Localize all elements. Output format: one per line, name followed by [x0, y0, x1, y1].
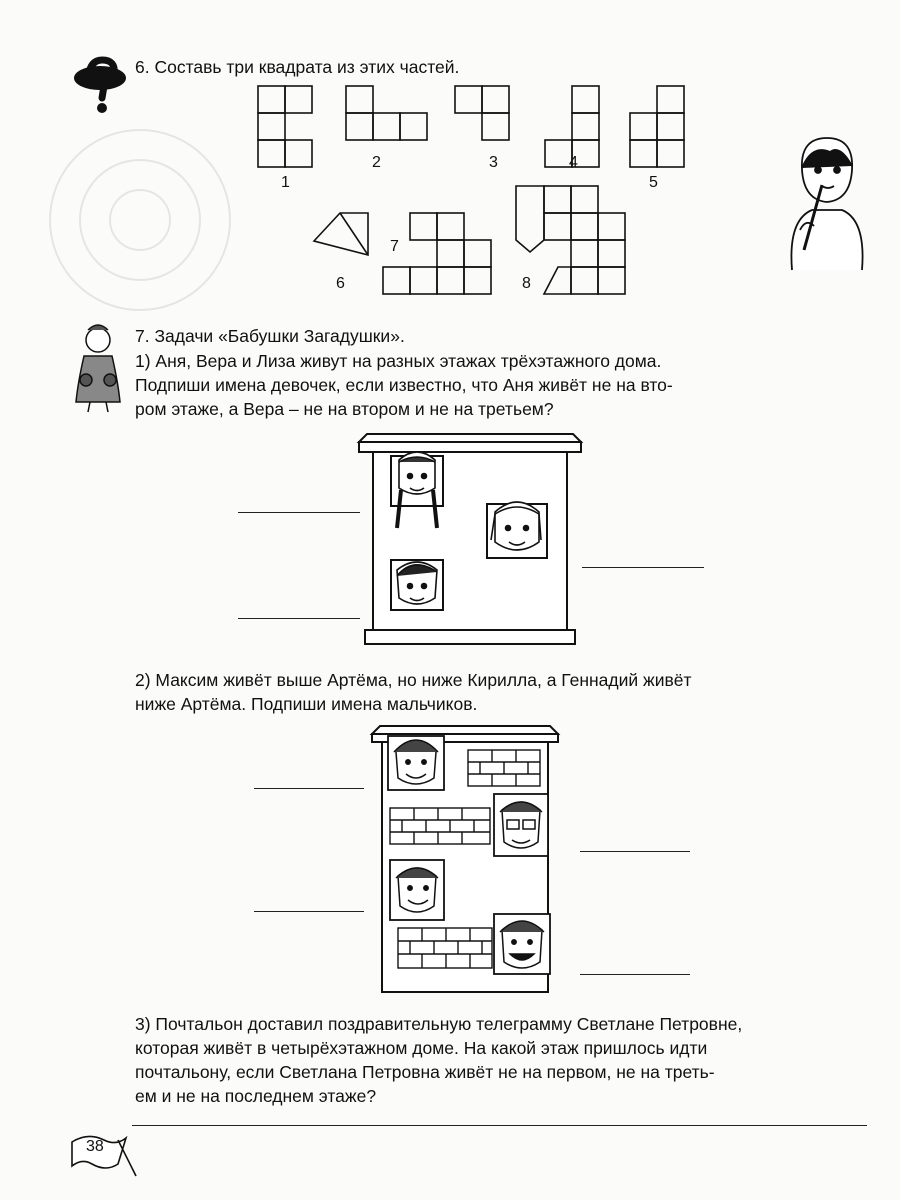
problem2-line-1: 2) Максим живёт выше Артёма, но ниже Кирилла, а Геннадий живёт — [135, 670, 692, 690]
answer-line-girl-3[interactable] — [238, 618, 360, 619]
answer-line-boy-2[interactable] — [580, 851, 690, 852]
answer-line-problem3[interactable] — [132, 1125, 867, 1126]
page-number: 38 — [86, 1138, 104, 1155]
task7-title: 7. Задачи «Бабушки Загадушки». — [135, 326, 405, 346]
task7-problem3 — [135, 1013, 742, 1108]
piece-label-8: 8 — [522, 275, 531, 292]
piece-1 — [258, 86, 312, 167]
piece-7 — [383, 213, 491, 294]
page-number-flag — [68, 1128, 140, 1178]
piece-label-1: 1 — [281, 174, 290, 191]
problem1-line-1 — [135, 350, 870, 373]
answer-line-boy-4[interactable] — [580, 974, 690, 975]
answer-line-boy-3[interactable] — [254, 911, 364, 912]
problem1-line-1-text: 1) Аня, Вера и Лиза живут на разных этажах трёхэтажного дома. — [135, 351, 662, 371]
house-three-floors — [355, 430, 615, 660]
girl-face-bottom — [397, 562, 437, 604]
answer-line-girl-1[interactable] — [238, 512, 360, 513]
girl-face-middle — [491, 502, 541, 550]
problem1-line-3: ром этаже, а Вера – не на втором и не на третьем? — [135, 399, 554, 419]
thinking-boy-icon — [782, 130, 872, 270]
problem2-line-2: ниже Артёма. Подпиши имена мальчиков. — [135, 694, 478, 714]
task7-problem1 — [135, 350, 870, 421]
piece-6 — [314, 213, 368, 255]
piece-label-2: 2 — [372, 154, 381, 171]
answer-line-boy-1[interactable] — [254, 788, 364, 789]
task7-problem2 — [135, 669, 692, 716]
piece-2 — [346, 86, 427, 140]
grandma-riddler-icon — [70, 322, 128, 412]
answer-line-girl-2[interactable] — [582, 567, 704, 568]
piece-label-7: 7 — [390, 238, 399, 255]
piece-label-3: 3 — [489, 154, 498, 171]
piece-label-4: 4 — [569, 154, 578, 171]
problem3-line-1: 3) Почтальон доставил поздравительную телеграмму Светлане Петровне, — [135, 1014, 743, 1034]
piece-5 — [630, 86, 684, 167]
problem3-line-4: ем и не на последнем этаже? — [135, 1086, 377, 1106]
piece-3 — [455, 86, 509, 140]
problem3-line-2: которая живёт в четырёхэтажном доме. На какой этаж пришлось идти — [135, 1038, 708, 1058]
problem1-line-2: Подпиши имена девочек, если известно, что Аня живёт не на вто- — [135, 375, 673, 395]
task6-pieces — [0, 0, 900, 260]
house-four-floors — [368, 722, 608, 1002]
piece-8 — [516, 186, 625, 294]
piece-label-5: 5 — [649, 174, 658, 191]
problem3-line-3: почтальону, если Светлана Петровна живёт не на первом, не на треть- — [135, 1062, 715, 1082]
task6-title: 6. Составь три квадрата из этих частей. — [135, 57, 460, 77]
piece-label-6: 6 — [336, 275, 345, 292]
